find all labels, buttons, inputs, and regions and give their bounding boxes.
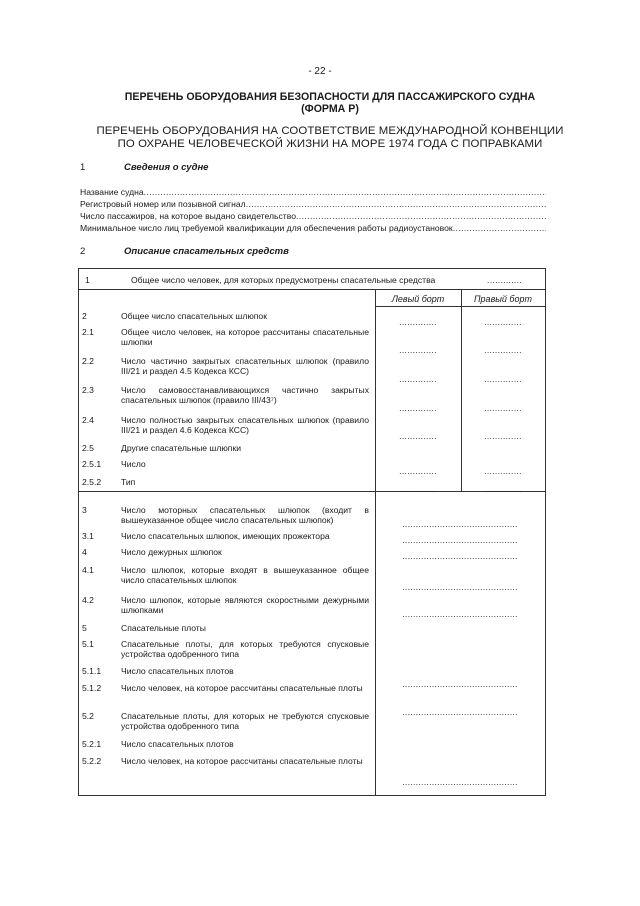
left-side-value: .............. — [399, 317, 437, 327]
right-side-header: Правый борт — [474, 294, 532, 304]
row-label: Общее число человек, на которое рассчитаны спасательные шлюпки — [121, 327, 369, 347]
row-number: 4 — [82, 547, 87, 557]
right-side-value: .............. — [484, 466, 522, 476]
row-number: 5.2.1 — [82, 739, 102, 749]
subtitle-line-1: ПЕРЕЧЕНЬ ОБОРУДОВАНИЯ НА СООТВЕТСТВИЕ МЕЖДУНАРОДНОЙ КОНВЕНЦИИ — [96, 125, 564, 137]
row-label: Число моторных спасательных шлюпок (входит в вышеуказанное общее число спасательных шлюпок) — [121, 505, 369, 525]
left-side-value: .............. — [399, 403, 437, 413]
row-label: Число — [121, 459, 146, 469]
value: ........................................... — [402, 609, 518, 619]
registry-number-field: Регистровый номер или позывной сигнал ..... — [80, 199, 546, 209]
row-label: Число частично закрытых спасательных шлюпок (правило III/21 и раздел 4.5 Кодекса КСС) — [121, 356, 369, 376]
row-label: Другие спасательные шлюпки — [121, 443, 242, 453]
row-number: 2.5.2 — [82, 477, 102, 487]
row-label: Число спасательных плотов — [121, 666, 234, 676]
left-side-value: .............. — [399, 466, 437, 476]
row-number: 5.1 — [82, 639, 94, 649]
row-1-label: Общее число человек, для которых предусмотрены спасательные средства — [131, 275, 436, 285]
row-number: 2.5.1 — [82, 459, 102, 469]
row-number: 5.1.2 — [82, 683, 102, 693]
value: ........................................... — [402, 777, 518, 787]
value: ........................................... — [402, 707, 518, 717]
value: ........................................... — [402, 535, 518, 545]
section-2-title: Описание спасательных средств — [124, 246, 289, 257]
row-number: 5.1.1 — [82, 666, 102, 676]
value: ........................................... — [402, 519, 518, 529]
right-side-value: .............. — [484, 374, 522, 384]
passenger-count-field: Число пассажиров, на которое выдано свидетельство ..... — [80, 211, 546, 221]
row-label: Число спасательных шлюпок, имеющих прожектора — [121, 531, 330, 541]
row-label: Тип — [121, 477, 136, 487]
row-number: 3.1 — [82, 531, 94, 541]
row-label: Число человек, на которое рассчитаны спасательные плоты — [121, 683, 363, 693]
row-number: 5.2 — [82, 711, 94, 721]
row-label: Общее число спасательных шлюпок — [121, 311, 267, 321]
section-2-number: 2 — [80, 246, 86, 257]
value: ........................................... — [402, 551, 518, 561]
row-number: 5.2.2 — [82, 756, 102, 766]
form-title-line-1: ПЕРЕЧЕНЬ ОБОРУДОВАНИЯ БЕЗОПАСНОСТИ ДЛЯ ПАССАЖИРСКОГО СУДНА — [124, 91, 536, 103]
right-side-value: .............. — [484, 484, 522, 494]
row-number: 2.4 — [82, 415, 94, 425]
row-label: Число шлюпок, которые входят в вышеуказанное общее число спасательных шлюпок — [121, 565, 369, 585]
lifesaving-table — [78, 268, 546, 796]
left-side-value: .............. — [399, 484, 437, 494]
left-side-value: .............. — [399, 374, 437, 384]
right-side-value: .............. — [484, 345, 522, 355]
row-number: 2.3 — [82, 385, 94, 395]
form-title-line-2: (ФОРМА P) — [301, 103, 359, 115]
row-label: Спасательные плоты, для которых не требуются спусковые устройства одобренного типа — [121, 711, 369, 731]
right-side-value: .............. — [484, 317, 522, 327]
row-number: 2.5 — [82, 443, 94, 453]
row-label: Число дежурных шлюпок — [121, 547, 222, 557]
row-number: 4.2 — [82, 595, 94, 605]
left-side-value: .............. — [399, 345, 437, 355]
section-1-title: Сведения о судне — [124, 162, 209, 173]
row-number: 2 — [82, 311, 87, 321]
row-number: 4.1 — [82, 565, 94, 575]
page-number: - 22 - — [308, 66, 332, 77]
row-label: Число шлюпок, которые являются скоростными дежурными шлюпками — [121, 595, 369, 615]
row-number: 2.2 — [82, 356, 94, 366]
subtitle-line-2: ПО ОХРАНЕ ЧЕЛОВЕЧЕСКОЙ ЖИЗНИ НА МОРЕ 1974 ГОДА С ПОПРАВКАМИ — [117, 138, 543, 150]
row-1-value: ............. — [487, 275, 522, 285]
row-label: Спасательные плоты — [121, 623, 206, 633]
left-side-header: Левый борт — [391, 294, 445, 304]
value: ........................................... — [402, 582, 518, 592]
value: ........................................... — [402, 679, 518, 689]
row-label: Число спасательных плотов — [121, 739, 234, 749]
row-label: Число полностью закрытых спасательных шлюпок (правило III/21 и раздел 4.6 Кодекса КСС) — [121, 415, 369, 435]
row-label: Спасательные плоты, для которых требуются спусковые устройства одобренного типа — [121, 639, 369, 659]
row-label: Число самовосстанавливающихся частично закрытых спасательных шлюпок (правило III/43⁷) — [121, 385, 369, 405]
row-number: 5 — [82, 623, 87, 633]
radio-personnel-field: Минимальное число лиц требуемой квалификации для обеспечения работы радиоустановок ..... — [80, 223, 546, 233]
right-side-value: .............. — [484, 431, 522, 441]
row-label: Число человек, на которое рассчитаны спасательные плоты — [121, 756, 363, 766]
section-1-number: 1 — [80, 162, 86, 173]
row-number: 3 — [82, 505, 87, 515]
right-side-value: .............. — [484, 403, 522, 413]
row-number: 2.1 — [82, 327, 94, 337]
left-side-value: .............. — [399, 431, 437, 441]
row-1-number: 1 — [85, 275, 90, 285]
ship-name-field: Название судна ..... — [80, 187, 546, 197]
